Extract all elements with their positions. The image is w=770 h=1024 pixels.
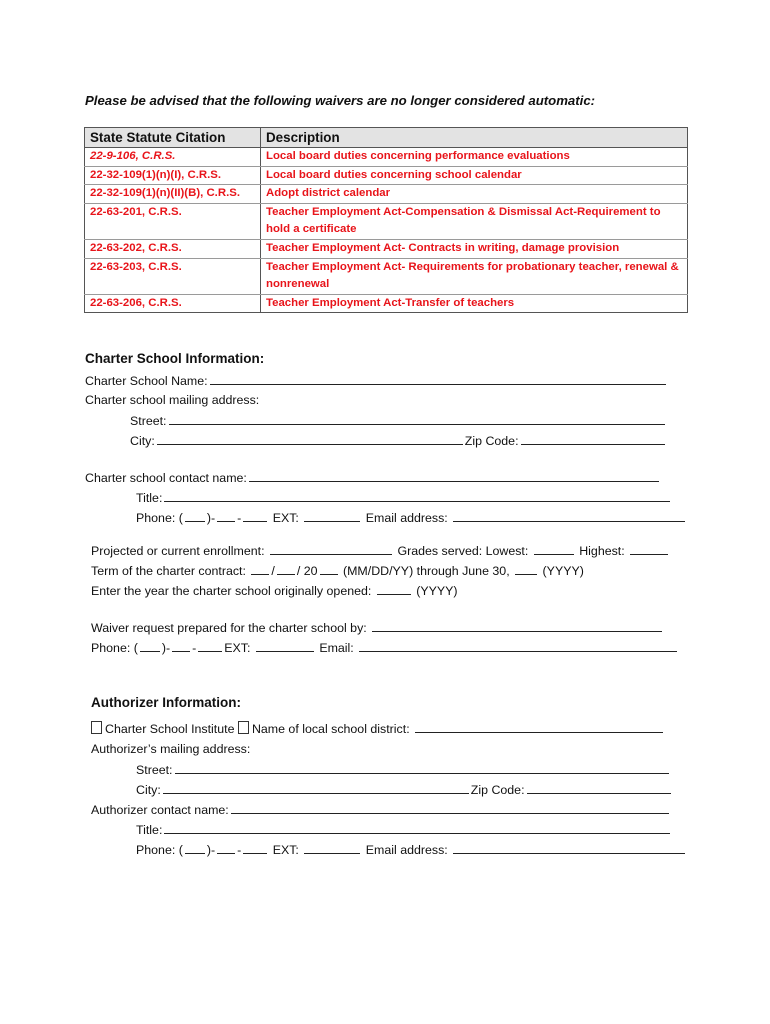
description-cell: Local board duties concerning school calendar (261, 166, 688, 185)
charter-zip-field[interactable] (521, 432, 665, 445)
phone-separator: - (192, 641, 197, 655)
district-checkbox[interactable] (238, 721, 249, 734)
institute-checkbox[interactable] (91, 721, 102, 734)
charter-city-label: City: (130, 434, 155, 448)
citation-cell: 22-63-202, C.R.S. (85, 239, 261, 258)
phone-line-field[interactable] (243, 509, 267, 522)
phone-label: Phone: ( (136, 511, 183, 525)
column-header-description: Description (261, 128, 688, 148)
table-row (85, 239, 688, 258)
table-row (85, 185, 688, 204)
authorizer-phone-row (136, 841, 687, 858)
authorizer-contact-label: Authorizer contact name: (91, 803, 229, 817)
waiver-notice: Please be advised that the following waivers are no longer considered automatic: (85, 93, 596, 108)
waiver-table (84, 127, 688, 313)
description-cell: Local board duties concerning performance evaluations (261, 148, 688, 167)
citation-cell: 22-63-203, C.R.S. (85, 258, 261, 294)
authorizer-city-row (136, 781, 673, 798)
grades-highest-field[interactable] (630, 542, 668, 555)
yyyy-hint: (YYYY) (416, 584, 458, 598)
opened-year-field[interactable] (377, 582, 411, 595)
authorizer-title-field[interactable] (164, 821, 670, 834)
enrollment-row (91, 542, 670, 559)
ext-field[interactable] (304, 509, 360, 522)
phone-area-code-field[interactable] (185, 509, 205, 522)
enrollment-field[interactable] (270, 542, 392, 555)
authorizer-title-row (136, 821, 672, 838)
phone-separator: )- (206, 843, 216, 857)
authorizer-mailing-label: Authorizer’s mailing address: (91, 742, 251, 756)
prepared-by-field[interactable] (372, 619, 662, 632)
charter-contact-field[interactable] (249, 469, 659, 482)
term-end-year-field[interactable] (515, 562, 537, 575)
authorizer-city-label: City: (136, 783, 161, 797)
table-row (85, 166, 688, 185)
phone-separator: )- (161, 641, 171, 655)
grades-lowest-label: Grades served: Lowest: (397, 544, 529, 558)
district-label: Name of local school district: (251, 722, 410, 736)
citation-cell: 22-63-206, C.R.S. (85, 294, 261, 313)
citation-cell: 22-9-106, C.R.S. (85, 148, 261, 167)
prepared-by-row (91, 619, 664, 636)
charter-title-label: Title: (136, 491, 163, 505)
term-month-field[interactable] (251, 562, 269, 575)
charter-zip-label: Zip Code: (464, 434, 519, 448)
term-label: Term of the charter contract: (91, 564, 246, 578)
table-row (85, 203, 688, 239)
email-label: Email address: (365, 843, 448, 857)
opened-row (91, 582, 458, 599)
phone-prefix-field[interactable] (172, 639, 190, 652)
authorizer-street-row (136, 761, 671, 778)
authorizer-zip-label: Zip Code: (470, 783, 525, 797)
term-format-text: (MM/DD/YY) through June 30, (342, 564, 510, 578)
phone-line-field[interactable] (198, 639, 222, 652)
email-field[interactable] (453, 509, 685, 522)
term-row (91, 562, 584, 579)
ext-label: EXT: (272, 511, 299, 525)
preparer-phone-row (91, 639, 679, 656)
table-row (85, 294, 688, 313)
charter-city-field[interactable] (157, 432, 463, 445)
prepared-by-label: Waiver request prepared for the charter school by: (91, 621, 367, 635)
yyyy-hint: (YYYY) (542, 564, 584, 578)
phone-separator: )- (206, 511, 216, 525)
authorizer-type-row (91, 720, 665, 737)
authorizer-street-label: Street: (136, 763, 173, 777)
charter-name-label: Charter School Name: (85, 374, 208, 388)
charter-street-row (130, 412, 667, 429)
charter-city-row (130, 432, 667, 449)
authorizer-zip-field[interactable] (527, 781, 671, 794)
district-name-field[interactable] (415, 720, 663, 733)
phone-line-field[interactable] (243, 841, 267, 854)
description-cell: Adopt district calendar (261, 185, 688, 204)
authorizer-city-field[interactable] (163, 781, 469, 794)
table-row (85, 148, 688, 167)
charter-title-row (136, 489, 672, 506)
charter-name-row (85, 372, 668, 389)
email-field[interactable] (453, 841, 685, 854)
charter-contact-row (85, 469, 661, 486)
phone-label: Phone: ( (91, 641, 138, 655)
description-cell: Teacher Employment Act- Contracts in writing, damage provision (261, 239, 688, 258)
citation-cell: 22-32-109(1)(n)(II)(B), C.R.S. (85, 185, 261, 204)
description-cell: Teacher Employment Act-Transfer of teachers (261, 294, 688, 313)
charter-title-field[interactable] (164, 489, 670, 502)
phone-separator: - (237, 843, 242, 857)
description-cell: Teacher Employment Act- Requirements for probationary teacher, renewal & nonrenewal (261, 258, 688, 294)
charter-contact-label: Charter school contact name: (85, 471, 247, 485)
term-year-prefix: / 20 (296, 564, 318, 578)
table-row (85, 258, 688, 294)
ext-field[interactable] (256, 639, 314, 652)
phone-prefix-field[interactable] (217, 509, 235, 522)
term-day-field[interactable] (277, 562, 295, 575)
charter-street-field[interactable] (169, 412, 665, 425)
phone-prefix-field[interactable] (217, 841, 235, 854)
institute-label: Charter School Institute (105, 722, 235, 736)
description-cell: Teacher Employment Act-Compensation & Dismissal Act-Requirement to hold a certificate (261, 203, 688, 239)
charter-phone-row (136, 509, 687, 526)
authorizer-contact-row (91, 801, 671, 818)
ext-field[interactable] (304, 841, 360, 854)
column-header-citation: State Statute Citation (85, 128, 261, 148)
authorizer-street-field[interactable] (175, 761, 669, 774)
citation-cell: 22-32-109(1)(n)(I), C.R.S. (85, 166, 261, 185)
charter-section-title: Charter School Information: (85, 351, 265, 366)
date-separator: / (271, 564, 275, 578)
phone-separator: - (237, 511, 242, 525)
ext-label: EXT: (224, 641, 251, 655)
term-year-field[interactable] (320, 562, 338, 575)
phone-label: Phone: ( (136, 843, 183, 857)
email-label: Email address: (365, 511, 448, 525)
charter-mailing-label: Charter school mailing address: (85, 393, 260, 407)
authorizer-title-label: Title: (136, 823, 163, 837)
charter-name-field[interactable] (210, 372, 666, 385)
ext-label: EXT: (272, 843, 299, 857)
grades-lowest-field[interactable] (534, 542, 574, 555)
grades-highest-label: Highest: (579, 544, 625, 558)
phone-area-code-field[interactable] (140, 639, 160, 652)
enrollment-label: Projected or current enrollment: (91, 544, 265, 558)
table-header-row (85, 128, 688, 148)
opened-label: Enter the year the charter school originally opened: (91, 584, 372, 598)
citation-cell: 22-63-201, C.R.S. (85, 203, 261, 239)
charter-street-label: Street: (130, 414, 167, 428)
authorizer-section-title: Authorizer Information: (91, 695, 241, 710)
email-label: Email: (319, 641, 354, 655)
phone-area-code-field[interactable] (185, 841, 205, 854)
email-field[interactable] (359, 639, 677, 652)
authorizer-contact-field[interactable] (231, 801, 669, 814)
